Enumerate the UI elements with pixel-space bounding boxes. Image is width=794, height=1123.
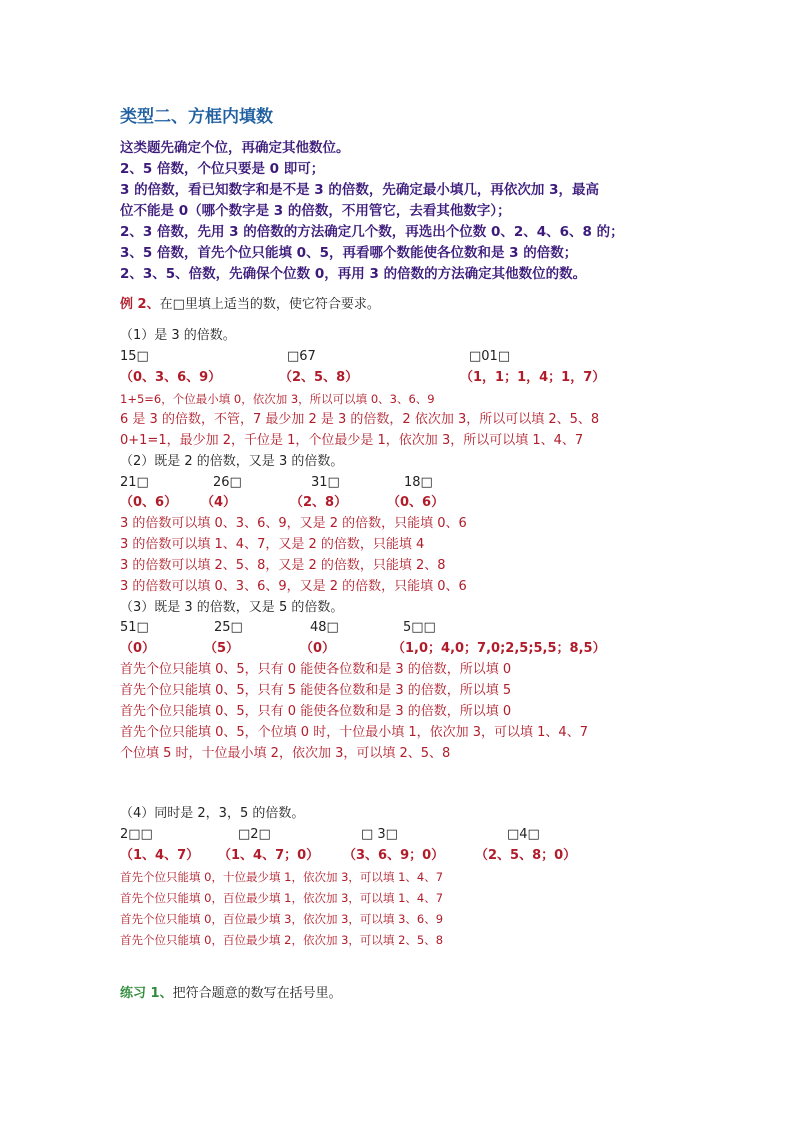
explanation: 6 是 3 的倍数，不管，7 最少加 2 是 3 的倍数，2 依次加 3，所以可以填 2、5、8 xyxy=(120,412,600,427)
answer: （4） xyxy=(201,495,237,510)
part4-title: （4）同时是 2，3，5 的倍数。 xyxy=(120,806,305,821)
answer: （1、4、7；0） xyxy=(218,848,320,863)
explanation: 3 的倍数可以填 2、5、8，又是 2 的倍数，只能填 2、8 xyxy=(120,558,446,573)
problem-item: 25□ xyxy=(214,620,243,635)
answer: （0、3、6、9） xyxy=(120,370,222,385)
part3-title: （3）既是 3 的倍数，又是 5 的倍数。 xyxy=(120,600,344,615)
practice-line xyxy=(120,985,342,1003)
problem-item: 26□ xyxy=(213,475,242,490)
problem-item: □4□ xyxy=(507,827,540,842)
problem-item: 18□ xyxy=(404,475,433,490)
rule-line: 2、3、5、倍数，先确保个位数 0，再用 3 的倍数的方法确定其他数位的数。 xyxy=(120,266,587,282)
problem-item: □ 3□ xyxy=(361,827,398,842)
explanation: 首先个位只能填 0，百位最少填 2，依次加 3，可以填 2、5、8 xyxy=(120,933,444,947)
example-text: 在□里填上适当的数，使它符合要求。 xyxy=(159,297,380,312)
explanation: 首先个位只能填 0、5，只有 5 能使各位数和是 3 的倍数，所以填 5 xyxy=(120,683,512,698)
practice-text: 把符合题意的数写在括号里。 xyxy=(172,986,342,1001)
part2-title: （2）既是 2 的倍数，又是 3 的倍数。 xyxy=(120,454,344,469)
rule-line: 2、5 倍数，个位只要是 0 即可； xyxy=(120,161,325,177)
problem-item: 5□□ xyxy=(403,620,436,635)
problem-item: □67 xyxy=(287,349,316,364)
explanation: 3 的倍数可以填 1、4、7，又是 2 的倍数，只能填 4 xyxy=(120,537,425,552)
answer: （1，1；1，4；1，7） xyxy=(460,370,606,385)
problem-item: 2□□ xyxy=(120,827,153,842)
problem-item: 21□ xyxy=(120,475,149,490)
explanation: 0+1=1，最少加 2，千位是 1，个位最少是 1，依次加 3，所以可以填 1、4、7 xyxy=(120,433,584,448)
problem-item: 31□ xyxy=(311,475,340,490)
rule-line: 3、5 倍数，首先个位只能填 0、5，再看哪个数能使各位数和是 3 的倍数； xyxy=(120,245,578,261)
answer: （1、4、7） xyxy=(120,848,200,863)
answer: （0、6） xyxy=(120,495,178,510)
answer: （0、6） xyxy=(387,495,445,510)
rule-line: 3 的倍数，看已知数字和是不是 3 的倍数，先确定最小填几，再依次加 3，最高 xyxy=(120,182,599,198)
problem-item: 51□ xyxy=(120,620,149,635)
rule-line: 这类题先确定个位，再确定其他数位。 xyxy=(120,140,350,156)
answer: （3、6、9；0） xyxy=(343,848,445,863)
explanation: 首先个位只能填 0、5，只有 0 能使各位数和是 3 的倍数，所以填 0 xyxy=(120,662,512,677)
explanation: 首先个位只能填 0、5，个位填 0 时，十位最小填 1，依次加 3，可以填 1、4、7 xyxy=(120,725,588,740)
explanation: 3 的倍数可以填 0、3、6、9，又是 2 的倍数，只能填 0、6 xyxy=(120,516,467,531)
explanation: 首先个位只能填 0、5，只有 0 能使各位数和是 3 的倍数，所以填 0 xyxy=(120,704,512,719)
explanation: 首先个位只能填 0，百位最少填 3，依次加 3，可以填 3、6、9 xyxy=(120,912,444,926)
explanation: 个位填 5 时，十位最小填 2，依次加 3，可以填 2、5、8 xyxy=(120,746,451,761)
section-heading: 类型二、方框内填数 xyxy=(120,107,273,127)
answer: （2、5、8；0） xyxy=(475,848,577,863)
practice-label: 练习 1、 xyxy=(120,986,173,1001)
answer: （5） xyxy=(204,641,240,656)
answer: （0） xyxy=(300,641,336,656)
explanation: 首先个位只能填 0，百位最少填 1，依次加 3，可以填 1、4、7 xyxy=(120,891,444,905)
answer: （1,0；4,0；7,0;2,5;5,5；8,5） xyxy=(392,641,606,656)
example-line xyxy=(120,296,380,314)
problem-item: □01□ xyxy=(469,349,511,364)
rule-line: 2、3 倍数，先用 3 的倍数的方法确定几个数，再选出个位数 0、2、4、6、8 的； xyxy=(120,224,624,240)
explanation: 1+5=6，个位最小填 0，依次加 3，所以可以填 0、3、6、9 xyxy=(120,392,435,406)
problem-item: 48□ xyxy=(310,620,339,635)
answer: （2、5、8） xyxy=(279,370,359,385)
problem-item: □2□ xyxy=(238,827,271,842)
rule-line: 位不能是 0（哪个数字是 3 的倍数，不用管它，去看其他数字）； xyxy=(120,203,511,219)
problem-item: 15□ xyxy=(120,349,149,364)
explanation: 首先个位只能填 0，十位最少填 1，依次加 3，可以填 1、4、7 xyxy=(120,870,444,884)
part1-title: （1）是 3 的倍数。 xyxy=(120,328,236,343)
answer: （2、8） xyxy=(290,495,348,510)
answer: （0） xyxy=(120,641,156,656)
explanation: 3 的倍数可以填 0、3、6、9，又是 2 的倍数，只能填 0、6 xyxy=(120,579,467,594)
example-label: 例 2、 xyxy=(120,297,160,312)
